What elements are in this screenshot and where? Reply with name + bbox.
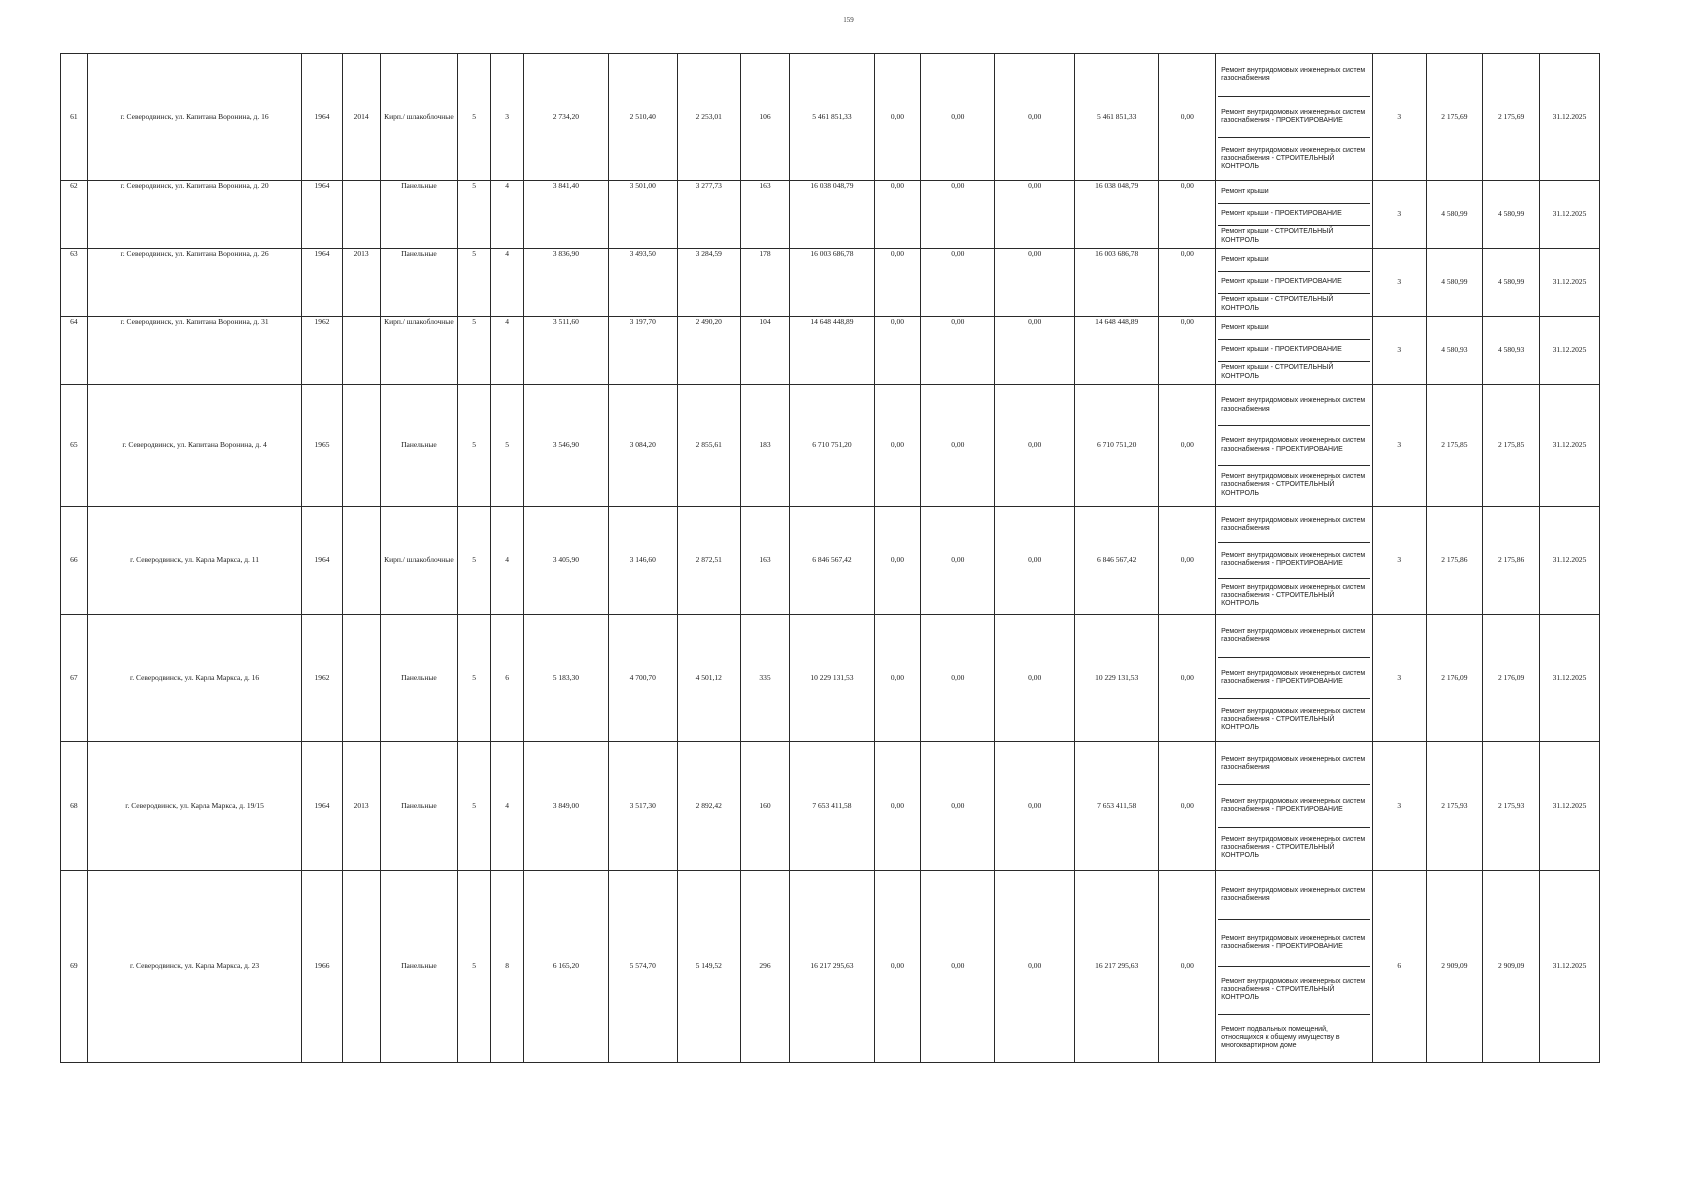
fund-owners: 7 653 411,58: [1074, 742, 1159, 871]
fund-owners: 5 461 851,33: [1074, 54, 1159, 181]
work-item: Ремонт крыши - СТРОИТЕЛЬНЫЙ КОНТРОЛЬ: [1221, 364, 1334, 380]
entrances: 4: [491, 181, 524, 249]
table-row: [61, 317, 1600, 385]
year-overhaul: 2014: [342, 54, 380, 181]
fund-other: 0,00: [1159, 54, 1216, 181]
unit-cost: 4 580,99: [1426, 181, 1483, 249]
year-overhaul: [342, 871, 380, 1063]
work-item: Ремонт внутридомовых инженерных систем газоснабжения - СТРОИТЕЛЬНЫЙ КОНТРОЛЬ: [1221, 836, 1366, 860]
floors: 5: [458, 871, 491, 1063]
row-number: 62: [61, 181, 88, 249]
address: г. Северодвинск, ул. Капитана Воронина, д. 16: [87, 54, 302, 181]
fund-regional: 0,00: [921, 249, 995, 317]
unit-cost: 2 175,86: [1426, 507, 1483, 615]
unit-cost: 2 175,85: [1426, 385, 1483, 507]
total-area: 3 849,00: [524, 742, 609, 871]
residents: 178: [740, 249, 790, 317]
deadline: 31.12.2025: [1540, 181, 1600, 249]
fund-other: 0,00: [1159, 507, 1216, 615]
row-number: 65: [61, 385, 88, 507]
wall-material: Панельные: [380, 742, 457, 871]
work-item: Ремонт внутридомовых инженерных систем газоснабжения - СТРОИТЕЛЬНЫЙ КОНТРОЛЬ: [1218, 967, 1370, 1015]
entrances: 4: [491, 507, 524, 615]
cost-total: 16 217 295,63: [790, 871, 875, 1063]
fund-other: 0,00: [1159, 615, 1216, 742]
fund-local: 0,00: [995, 507, 1074, 615]
fund-federal: 0,00: [874, 615, 920, 742]
work-item: Ремонт крыши - СТРОИТЕЛЬНЫЙ КОНТРОЛЬ: [1221, 228, 1334, 244]
work-item: Ремонт крыши: [1218, 182, 1370, 204]
fund-local: 0,00: [995, 742, 1074, 871]
register-body: [61, 54, 1600, 1063]
fund-local: 0,00: [995, 871, 1074, 1063]
residents: 106: [740, 54, 790, 181]
year-built: 1964: [302, 181, 342, 249]
limit-cost: 2 175,69: [1483, 54, 1540, 181]
residential-area: 4 501,12: [677, 615, 740, 742]
living-area: 3 084,20: [608, 385, 677, 507]
work-item: Ремонт внутридомовых инженерных систем газоснабжения - ПРОЕКТИРОВАНИЕ: [1218, 658, 1370, 700]
work-count: 3: [1372, 385, 1426, 507]
entrances: 5: [491, 385, 524, 507]
work-item: Ремонт внутридомовых инженерных систем газоснабжения - ПРОЕКТИРОВАНИЕ: [1218, 426, 1370, 466]
fund-regional: 0,00: [921, 181, 995, 249]
table-row: [61, 615, 1600, 742]
wall-material: Кирп./ шлакоблочные: [380, 317, 457, 385]
work-item: Ремонт внутридомовых инженерных систем газоснабжения - СТРОИТЕЛЬНЫЙ КОНТРОЛЬ: [1221, 473, 1366, 497]
wall-material: Панельные: [380, 615, 457, 742]
fund-regional: 0,00: [921, 742, 995, 871]
table-row: [61, 54, 1600, 181]
works-list: [1216, 249, 1373, 317]
work-item: Ремонт внутридомовых инженерных систем газоснабжения: [1218, 508, 1370, 543]
work-item: Ремонт внутридомовых инженерных систем газоснабжения: [1218, 616, 1370, 658]
cost-total: 16 003 686,78: [790, 249, 875, 317]
wall-material: Панельные: [380, 181, 457, 249]
fund-owners: 14 648 448,89: [1074, 317, 1159, 385]
work-item: Ремонт крыши - ПРОЕКТИРОВАНИЕ: [1218, 204, 1370, 226]
cost-total: 6 846 567,42: [790, 507, 875, 615]
fund-regional: 0,00: [921, 615, 995, 742]
work-item: Ремонт крыши: [1218, 250, 1370, 272]
fund-other: 0,00: [1159, 871, 1216, 1063]
address: г. Северодвинск, ул. Карла Маркса, д. 23: [87, 871, 302, 1063]
residents: 296: [740, 871, 790, 1063]
deadline: 31.12.2025: [1540, 249, 1600, 317]
limit-cost: 4 580,93: [1483, 317, 1540, 385]
cost-total: 10 229 131,53: [790, 615, 875, 742]
total-area: 3 841,40: [524, 181, 609, 249]
floors: 5: [458, 742, 491, 871]
residents: 104: [740, 317, 790, 385]
table-row: [61, 507, 1600, 615]
fund-local: 0,00: [995, 317, 1074, 385]
fund-other: 0,00: [1159, 181, 1216, 249]
residential-area: 2 490,20: [677, 317, 740, 385]
work-count: 3: [1372, 317, 1426, 385]
work-item: Ремонт внутридомовых инженерных систем газоснабжения - ПРОЕКТИРОВАНИЕ: [1218, 97, 1370, 139]
limit-cost: 2 175,93: [1483, 742, 1540, 871]
row-number: 67: [61, 615, 88, 742]
fund-federal: 0,00: [874, 385, 920, 507]
entrances: 8: [491, 871, 524, 1063]
limit-cost: 2 176,09: [1483, 615, 1540, 742]
entrances: 6: [491, 615, 524, 742]
works-list: [1216, 385, 1373, 507]
fund-federal: 0,00: [874, 871, 920, 1063]
limit-cost: 4 580,99: [1483, 181, 1540, 249]
deadline: 31.12.2025: [1540, 317, 1600, 385]
year-built: 1962: [302, 615, 342, 742]
work-item: Ремонт внутридомовых инженерных систем газоснабжения - СТРОИТЕЛЬНЫЙ КОНТРОЛЬ: [1221, 146, 1366, 170]
living-area: 3 501,00: [608, 181, 677, 249]
residential-area: 2 855,61: [677, 385, 740, 507]
work-item: Ремонт крыши - СТРОИТЕЛЬНЫЙ КОНТРОЛЬ: [1221, 296, 1334, 312]
unit-cost: 2 176,09: [1426, 615, 1483, 742]
row-number: 63: [61, 249, 88, 317]
address: г. Северодвинск, ул. Капитана Воронина, д. 26: [87, 249, 302, 317]
unit-cost: 4 580,93: [1426, 317, 1483, 385]
fund-regional: 0,00: [921, 871, 995, 1063]
work-count: 3: [1372, 181, 1426, 249]
floors: 5: [458, 385, 491, 507]
work-item: Ремонт внутридомовых инженерных систем газоснабжения - СТРОИТЕЛЬНЫЙ КОНТРОЛЬ: [1221, 707, 1366, 731]
entrances: 3: [491, 54, 524, 181]
year-built: 1966: [302, 871, 342, 1063]
year-overhaul: [342, 615, 380, 742]
fund-owners: 16 217 295,63: [1074, 871, 1159, 1063]
fund-owners: 16 003 686,78: [1074, 249, 1159, 317]
row-number: 68: [61, 742, 88, 871]
deadline: 31.12.2025: [1540, 385, 1600, 507]
work-count: 3: [1372, 54, 1426, 181]
work-item: Ремонт внутридомовых инженерных систем газоснабжения: [1218, 386, 1370, 426]
deadline: 31.12.2025: [1540, 871, 1600, 1063]
work-item: Ремонт внутридомовых инженерных систем газоснабжения - ПРОЕКТИРОВАНИЕ: [1218, 920, 1370, 968]
table-row: [61, 385, 1600, 507]
work-item: Ремонт внутридомовых инженерных систем газоснабжения: [1218, 872, 1370, 920]
unit-cost: 4 580,99: [1426, 249, 1483, 317]
work-item: Ремонт подвальных помещений, относящихся к общему имуществу в многоквартирном доме: [1221, 1025, 1340, 1049]
total-area: 3 836,90: [524, 249, 609, 317]
row-number: 66: [61, 507, 88, 615]
housing-register-table: [60, 53, 1600, 1063]
fund-federal: 0,00: [874, 742, 920, 871]
fund-local: 0,00: [995, 385, 1074, 507]
total-area: 2 734,20: [524, 54, 609, 181]
cost-total: 16 038 048,79: [790, 181, 875, 249]
year-overhaul: [342, 507, 380, 615]
living-area: 4 700,70: [608, 615, 677, 742]
deadline: 31.12.2025: [1540, 615, 1600, 742]
residential-area: 2 872,51: [677, 507, 740, 615]
work-item: Ремонт внутридомовых инженерных систем газоснабжения - ПРОЕКТИРОВАНИЕ: [1218, 543, 1370, 578]
entrances: 4: [491, 249, 524, 317]
residential-area: 5 149,52: [677, 871, 740, 1063]
deadline: 31.12.2025: [1540, 54, 1600, 181]
year-overhaul: [342, 181, 380, 249]
work-item: Ремонт внутридомовых инженерных систем газоснабжения - ПРОЕКТИРОВАНИЕ: [1218, 785, 1370, 827]
works-list: [1216, 54, 1373, 181]
fund-federal: 0,00: [874, 507, 920, 615]
fund-local: 0,00: [995, 181, 1074, 249]
cost-total: 5 461 851,33: [790, 54, 875, 181]
work-count: 3: [1372, 249, 1426, 317]
living-area: 3 493,50: [608, 249, 677, 317]
work-item: Ремонт внутридомовых инженерных систем газоснабжения: [1218, 743, 1370, 785]
row-number: 61: [61, 54, 88, 181]
work-item: Ремонт крыши: [1218, 318, 1370, 340]
total-area: 3 546,90: [524, 385, 609, 507]
residential-area: 3 284,59: [677, 249, 740, 317]
address: г. Северодвинск, ул. Капитана Воронина, д. 4: [87, 385, 302, 507]
table-row: [61, 871, 1600, 1063]
residents: 183: [740, 385, 790, 507]
table-row: [61, 249, 1600, 317]
address: г. Северодвинск, ул. Капитана Воронина, д. 31: [87, 317, 302, 385]
fund-federal: 0,00: [874, 54, 920, 181]
total-area: 3 511,60: [524, 317, 609, 385]
works-list: [1216, 871, 1373, 1063]
year-built: 1965: [302, 385, 342, 507]
unit-cost: 2 175,69: [1426, 54, 1483, 181]
year-built: 1964: [302, 249, 342, 317]
year-built: 1964: [302, 742, 342, 871]
year-built: 1964: [302, 507, 342, 615]
year-overhaul: [342, 385, 380, 507]
year-overhaul: 2013: [342, 249, 380, 317]
cost-total: 7 653 411,58: [790, 742, 875, 871]
residents: 163: [740, 181, 790, 249]
works-list: [1216, 507, 1373, 615]
fund-other: 0,00: [1159, 249, 1216, 317]
residents: 160: [740, 742, 790, 871]
address: г. Северодвинск, ул. Карла Маркса, д. 16: [87, 615, 302, 742]
residential-area: 3 277,73: [677, 181, 740, 249]
address: г. Северодвинск, ул. Капитана Воронина, д. 20: [87, 181, 302, 249]
wall-material: Кирп./ шлакоблочные: [380, 507, 457, 615]
unit-cost: 2 909,09: [1426, 871, 1483, 1063]
wall-material: Панельные: [380, 385, 457, 507]
cost-total: 14 648 448,89: [790, 317, 875, 385]
floors: 5: [458, 249, 491, 317]
residential-area: 2 253,01: [677, 54, 740, 181]
residential-area: 2 892,42: [677, 742, 740, 871]
floors: 5: [458, 317, 491, 385]
work-item: Ремонт внутридомовых инженерных систем газоснабжения - СТРОИТЕЛЬНЫЙ КОНТРОЛЬ: [1221, 583, 1366, 607]
total-area: 5 183,30: [524, 615, 609, 742]
wall-material: Панельные: [380, 871, 457, 1063]
work-count: 3: [1372, 742, 1426, 871]
floors: 5: [458, 615, 491, 742]
work-count: 6: [1372, 871, 1426, 1063]
fund-federal: 0,00: [874, 181, 920, 249]
fund-other: 0,00: [1159, 317, 1216, 385]
address: г. Северодвинск, ул. Карла Маркса, д. 11: [87, 507, 302, 615]
fund-regional: 0,00: [921, 385, 995, 507]
floors: 5: [458, 181, 491, 249]
year-built: 1964: [302, 54, 342, 181]
table-row: [61, 742, 1600, 871]
cost-total: 6 710 751,20: [790, 385, 875, 507]
total-area: 3 405,90: [524, 507, 609, 615]
fund-local: 0,00: [995, 54, 1074, 181]
unit-cost: 2 175,93: [1426, 742, 1483, 871]
fund-other: 0,00: [1159, 385, 1216, 507]
table-row: [61, 181, 1600, 249]
limit-cost: 2 175,86: [1483, 507, 1540, 615]
fund-regional: 0,00: [921, 317, 995, 385]
residents: 163: [740, 507, 790, 615]
living-area: 5 574,70: [608, 871, 677, 1063]
works-list: [1216, 181, 1373, 249]
limit-cost: 2 175,85: [1483, 385, 1540, 507]
total-area: 6 165,20: [524, 871, 609, 1063]
fund-owners: 6 710 751,20: [1074, 385, 1159, 507]
works-list: [1216, 317, 1373, 385]
living-area: 3 197,70: [608, 317, 677, 385]
living-area: 3 146,60: [608, 507, 677, 615]
address: г. Северодвинск, ул. Карла Маркса, д. 19/15: [87, 742, 302, 871]
living-area: 2 510,40: [608, 54, 677, 181]
deadline: 31.12.2025: [1540, 507, 1600, 615]
limit-cost: 4 580,99: [1483, 249, 1540, 317]
works-list: [1216, 615, 1373, 742]
residents: 335: [740, 615, 790, 742]
work-item: Ремонт внутридомовых инженерных систем газоснабжения: [1218, 55, 1370, 97]
floors: 5: [458, 54, 491, 181]
fund-owners: 6 846 567,42: [1074, 507, 1159, 615]
wall-material: Кирп./ шлакоблочные: [380, 54, 457, 181]
year-built: 1962: [302, 317, 342, 385]
work-count: 3: [1372, 507, 1426, 615]
wall-material: Панельные: [380, 249, 457, 317]
works-list: [1216, 742, 1373, 871]
fund-local: 0,00: [995, 249, 1074, 317]
fund-other: 0,00: [1159, 742, 1216, 871]
deadline: 31.12.2025: [1540, 742, 1600, 871]
living-area: 3 517,30: [608, 742, 677, 871]
fund-local: 0,00: [995, 615, 1074, 742]
entrances: 4: [491, 317, 524, 385]
entrances: 4: [491, 742, 524, 871]
year-overhaul: 2013: [342, 742, 380, 871]
limit-cost: 2 909,09: [1483, 871, 1540, 1063]
fund-regional: 0,00: [921, 54, 995, 181]
fund-regional: 0,00: [921, 507, 995, 615]
year-overhaul: [342, 317, 380, 385]
fund-federal: 0,00: [874, 317, 920, 385]
work-item: Ремонт крыши - ПРОЕКТИРОВАНИЕ: [1218, 272, 1370, 294]
fund-owners: 10 229 131,53: [1074, 615, 1159, 742]
row-number: 69: [61, 871, 88, 1063]
page-number: 159: [843, 16, 854, 24]
fund-federal: 0,00: [874, 249, 920, 317]
fund-owners: 16 038 048,79: [1074, 181, 1159, 249]
floors: 5: [458, 507, 491, 615]
work-count: 3: [1372, 615, 1426, 742]
row-number: 64: [61, 317, 88, 385]
work-item: Ремонт крыши - ПРОЕКТИРОВАНИЕ: [1218, 340, 1370, 362]
